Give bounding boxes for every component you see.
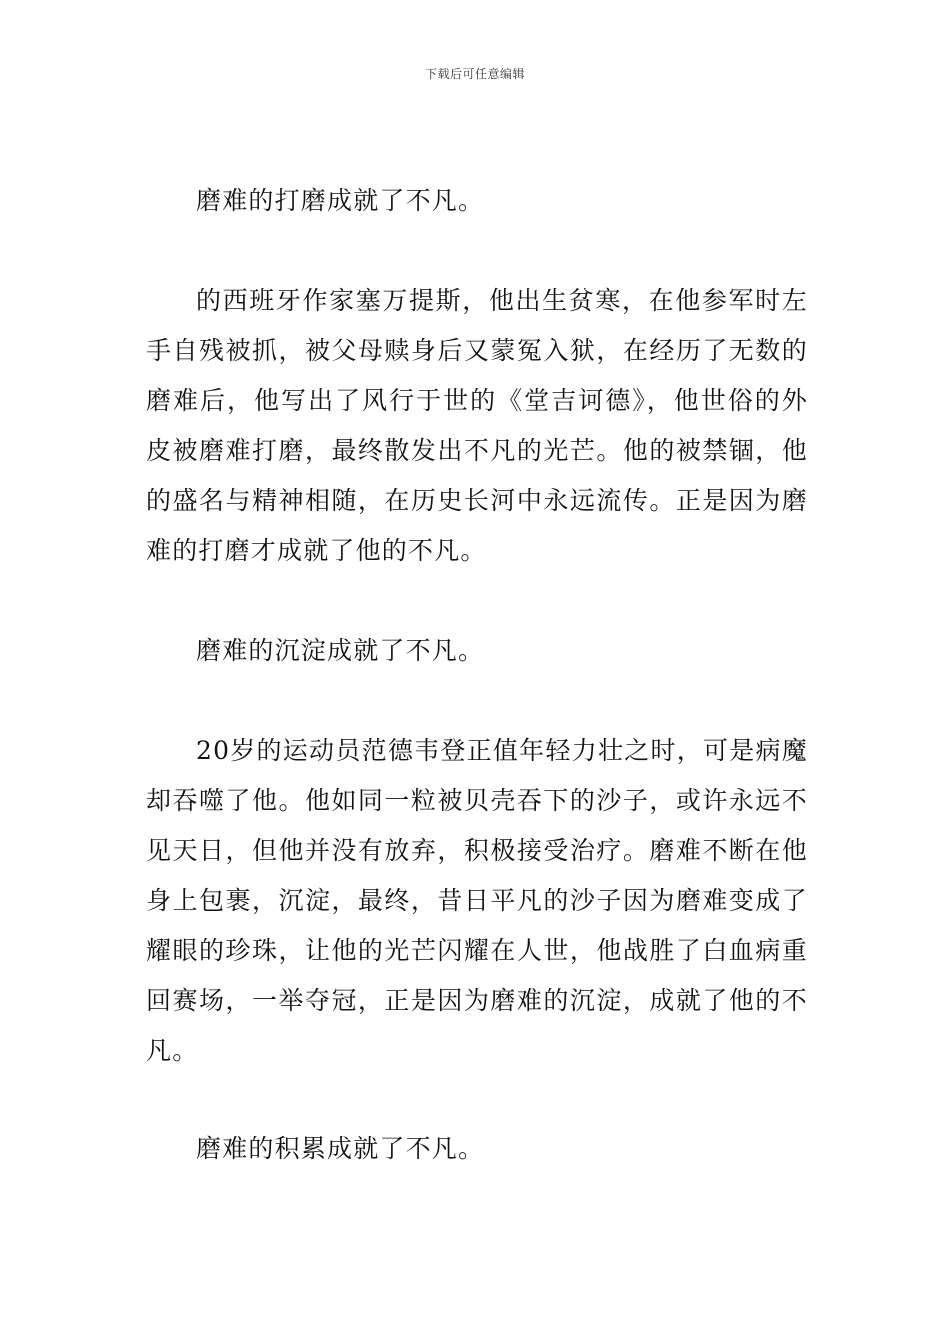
paragraph-cervantes: 的西班牙作家塞万提斯，他出生贫寒，在他参军时左手自残被抓，被父母赎身后又蒙冤入狱，在经历了无数的磨难后，他写出了风行于世的《堂吉诃德》，他世俗的外皮被磨难打磨，最终散发出不凡的光芒。他的被禁锢，他的盛名与精神相随，在历史长河中永远流传。正是因为磨难的打磨才成就了他的不凡。 xyxy=(146,286,808,565)
paragraph-athlete: 20岁的运动员范德韦登正值年轻力壮之时，可是病魔却吞噬了他。他如同一粒被贝壳吞下的沙子，或许永远不见天日，但他并没有放弃，积极接受治疗。磨难不断在他身上包裹，沉淀，最终，昔日平凡的沙子因为磨难变成了耀眼的珍珠，让他的光芒闪耀在人世，他战胜了白血病重回赛场，一举夺冠，正是因为磨难的沉淀，成就了他的不凡。 xyxy=(146,736,808,1065)
page-header: 下载后可任意编辑 xyxy=(424,67,525,81)
section-heading-accumulation: 磨难的积累成就了不凡。 xyxy=(196,1134,485,1163)
section-heading-polishing: 磨难的打磨成就了不凡。 xyxy=(196,186,485,215)
section-heading-sedimentation: 磨难的沉淀成就了不凡。 xyxy=(196,636,485,665)
